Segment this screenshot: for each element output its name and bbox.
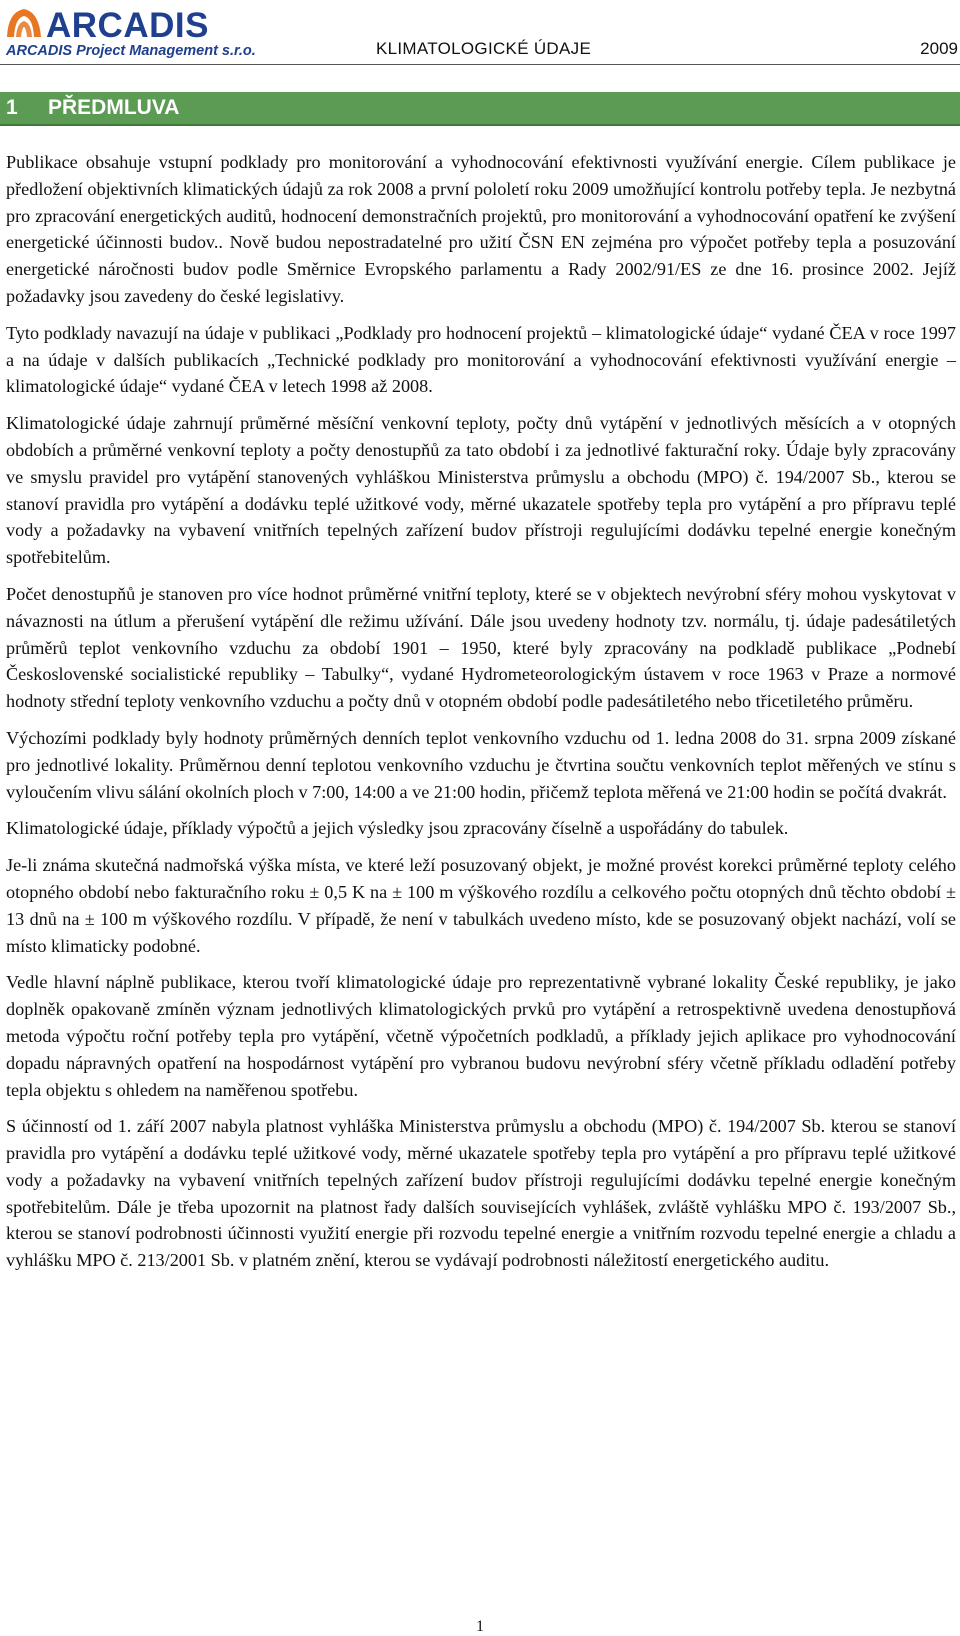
section-number: 1: [6, 96, 18, 119]
arcadis-logo: [4, 4, 264, 60]
section-title: PŘEDMLUVA: [48, 96, 180, 119]
page-header: [0, 0, 960, 66]
document-title: KLIMATOLOGICKÉ ÚDAJE: [376, 39, 592, 58]
logo-wordmark: ARCADIS: [46, 6, 209, 45]
page-number: 1: [476, 1618, 484, 1635]
section-heading: [6, 96, 179, 120]
document-year: 2009: [920, 39, 958, 58]
arcadis-emblem-icon: [4, 4, 44, 42]
logo-subtitle: ARCADIS Project Management s.r.o.: [6, 43, 256, 59]
paragraph: Je-li známa skutečná nadmořská výška místa, ve které leží posuzovaný objekt, je možné provést korekci průměrné teploty celého otopného období nebo fakturačního roku ± 0,5 K na ± 100 m výškového rozdílu a celkového počtu otopných dnů těchto období ± 13 dnů na ± 100 m výškového rozdílu. V případě, že není v tabulkách uvedeno místo, kde se posuzovaný objekt nachází, volí se místo klimaticky podobné.: [6, 855, 956, 956]
section-heading-bar: [0, 92, 960, 126]
header-divider: [0, 64, 960, 65]
body-text: [6, 149, 956, 1284]
paragraph: S účinností od 1. září 2007 nabyla platnost vyhláška Ministerstva průmyslu a obchodu (MPO) č. 194/2007 Sb. kterou se stanoví pravidla pro vytápění a dodávku teplé užitkové vody, měrné ukazatele spotřeby tepla pro vytápění a pro přípravu teplé užitkové vody a požadavky na vybavení vnitřních tepelných zařízení budov přístroji regulujícími dodávku tepelné energie konečným spotřebitelům. Dále je třeba upozornit na platnost řady dalších souvisejících vyhlášek, zvláště vyhlášku MPO č. 193/2007 Sb., kterou se stanoví podrobnosti účinnosti využití energie při rozvodu tepelné energie a vnitřním rozvodu tepelné energie a chladu a vyhlášku MPO č. 213/2001 Sb. v platném znění, kterou se vydávají podrobnosti náležitostí energetického auditu.: [6, 1116, 956, 1271]
paragraph: Klimatologické údaje, příklady výpočtů a jejich výsledky jsou zpracovány číselně a uspořádány do tabulek.: [6, 818, 789, 839]
paragraph: Výchozími podklady byly hodnoty průměrných denních teplot venkovního vzduchu od 1. ledna 2008 do 31. srpna 2009 získané pro jednotlivé lokality. Průměrnou denní teplotou venkovního vzduchu je čtvrtina součtu venkovních teplot měřených ve stínu s vyloučením vlivu sálání okolních ploch v 7:00, 14:00 a ve 21:00 hodin, přičemž teplota měřená ve 21:00 hodin se počítá dvakrát.: [6, 727, 956, 802]
paragraph: Počet denostupňů je stanoven pro více hodnot průměrné vnitřní teploty, které se v objektech nevýrobní sféry mohou vyskytovat v návaznosti na útlum a přerušení vytápění dle režimu užívání. Dále jsou uvedeny hodnoty tzv. normálu, tj. údaje padesátiletých průměrů teplot venkovního vzduchu za období 1901 – 1950, které byly zpracovány na podkladě publikace „Podnebí Československé socialistické republiky – Tabulky“, vydané Hydrometeorologickým ústavem v roce 1963 v Praze a normové hodnoty střední teploty venkovního vzduchu a počty dnů v otopném období podle padesátiletého nebo třicetiletého průměru.: [6, 583, 956, 712]
paragraph: Klimatologické údaje zahrnují průměrné měsíční venkovní teploty, počty dnů vytápění v jednotlivých měsících a v otopných obdobích a průměrné venkovní teploty a počty denostupňů za tato období i za jednotlivé fakturační roky. Údaje byly zpracovány ve smyslu pravidel pro vytápění stanovených vyhláškou Ministerstva průmyslu a obchodu (MPO) č. 194/2007 Sb., kterou se stanoví pravidla pro vytápění a dodávku teplé užitkové vody, měrné ukazatele spotřeby tepla pro vytápění a pro přípravu teplé vody a požadavky na vybavení vnitřních tepelných zařízení budov přístroji regulujícími dodávku tepelné energie konečným spotřebitelům.: [6, 413, 956, 568]
paragraph: Vedle hlavní náplně publikace, kterou tvoří klimatologické údaje pro reprezentativně vybrané lokality České republiky, je jako doplněk opakovaně zmíněn význam jednotlivých klimatologických prvků pro vytápění a retrospektivně uvedena denostupňová metoda výpočtu roční potřeby tepla pro vytápění, včetně výpočetních podkladů, a příklady jejich aplikace pro vyhodnocování dopadu nápravných opatření na hospodárnost vytápění pro vybranou budovu nevýrobní sféry včetně příkladu odladění potřeby tepla objektu s ohledem na naměřenou spotřebu.: [6, 972, 956, 1100]
paragraph: Tyto podklady navazují na údaje v publikaci „Podklady pro hodnocení projektů – klimatologické údaje“ vydané ČEA v roce 1997 a na údaje v dalších publikacích „Technické podklady pro monitorování a vyhodnocování efektivnosti využívání energie – klimatologické údaje“ vydané ČEA v letech 1998 až 2008.: [6, 322, 956, 397]
paragraph: Publikace obsahuje vstupní podklady pro monitorování a vyhodnocování efektivnosti využívání energie. Cílem publikace je předložení objektivních klimatických údajů za rok 2008 a první pololetí roku 2009 umožňující kontrolu potřeby tepla. Je nezbytná pro zpracování energetických auditů, hodnocení demonstračních projektů, pro monitorování a vyhodnocování opatření ke zvýšení energetické účinnosti budov.. Nově budou nepostradatelné pro užití ČSN EN zejména pro výpočet potřeby tepla a posuzování energetické náročnosti budov podle Směrnice Evropského parlamentu a Rady 2002/91/ES ze dne 16. prosince 2002. Jejíž požadavky jsou zavedeny do české legislativy.: [6, 152, 956, 306]
